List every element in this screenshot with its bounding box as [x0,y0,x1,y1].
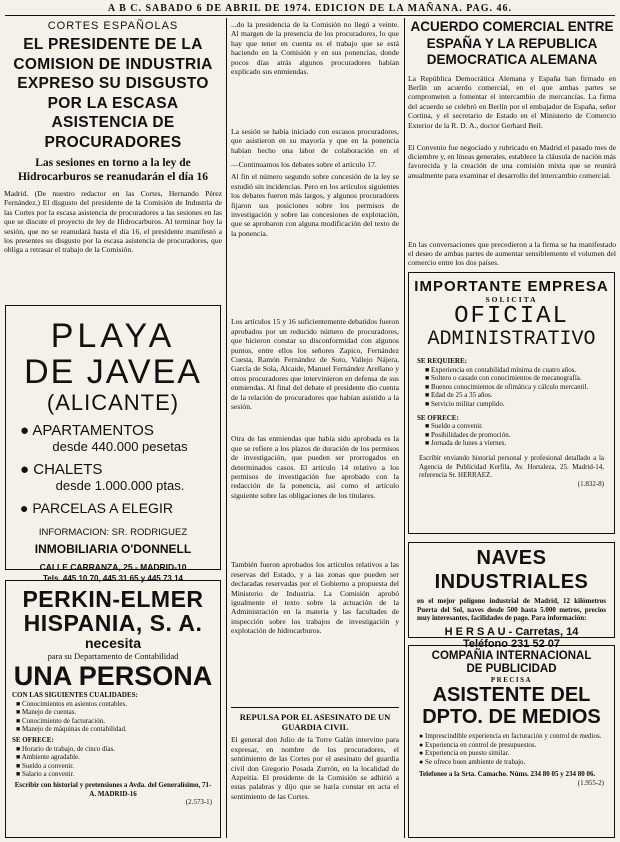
importante-contact: Escribir enviando historial personal y profesional detallado a la Agencia de Publicidad Kerfila, Av. Hortaleza, 25. Madrid-14, referencia Sr. HERRAEZ. [419,453,604,480]
javea-address: CALLE CARRANZA, 25 - MADRID-10 [39,562,187,572]
bullet-icon: ● [20,461,30,478]
perkin-dept: para su Departamento de Contabilidad [47,651,179,661]
importante-big-2: ADMINISTRATIVO [427,328,596,351]
naves-body: en el mejor polígono industrial de Madrid, 12 kilómetros Puerta del Sol, naves desde 500 hasta 5.000 metros, precios muy interesantes, facilidades de pago. Para información: [417,597,606,623]
cortes-article [4,20,222,270]
article-body: Madrid. (De nuestro redactor en las Cortes, Hernando Pérez Fernández.) El disgusto del presidente de la Comisión de Industria de las Cortes por la escasa asistencia de procuradores a las sesiones en las que se discute el proyecto de ley de Hidrocarburos. Al terminar hoy la sesión, que no se reanudará hasta el día 16, el presidente manifestó a los presentes su disgusto por la escasa asistencia de procuradores, que obliga a retrasar el trabajo de la Comisión. [4,189,222,255]
middle-subhead: REPULSA POR EL ASESINATO DE UN GUARDIA CIVIL [239,712,391,733]
compania-precisa: PRECISA [490,676,533,684]
javea-item-1-price: desde 440.000 pesetas [52,439,188,454]
article-subhead: Las sesiones en torno a la ley de Hidrocarburos se reanudarán el día 16 [17,157,209,183]
middle-column [231,20,399,820]
perkin-contact: Escribir con historial y pretensiones a Avda. del Generalísimo, 71-A. MADRID-16 [14,780,212,798]
naves-phone: Teléfono 231 52 07 [462,637,560,650]
perkin-cond: CON LAS SIGUIENTES CUALIDADES: [12,691,138,699]
javea-ad [5,305,221,583]
middle-body-2: La sesión se había iniciado con escasos procuradores, que asistieron en su mayoría y que en la ponencia habían hecho una labor de colaboración en el [231,127,399,155]
javea-item-2-price: desde 1.000.000 ptas. [55,478,185,493]
javea-title-1: PLAYA [50,317,176,355]
importante-o3: ■ Jornada de lunes a viernes. [425,439,604,448]
middle-body-8: El general don Julio de la Torre Galán intervino para expresar, en nombre de los procuradores, el sentimiento de las Cortes por el asesinato del guardia civil don Gregorio Posada Zurrón, en la localidad de Azpeitia. El presidente de la Comisión se adhirió a estas palabras y dijo que se haría constar en acta el sentimiento de las Cortes. [231,735,399,801]
compania-ad [408,645,615,838]
column-divider-1 [226,18,227,838]
javea-title-2: DE JAVEA [24,353,202,391]
importante-r4: ■ Edad de 25 a 35 años. [425,391,604,400]
javea-item-2: CHALETS [33,461,103,478]
perkin-elmer-ad [5,580,221,838]
compania-b2: ● Experiencia en control de presupuestos. [419,741,604,750]
perkin-ref: (2.573-1) [185,798,212,807]
perkin-o1: ■ Horario de trabajo, de cinco días. [16,745,220,754]
compania-title-2: DE PUBLICIDAD [466,663,557,675]
perkin-c1: ■ Conocimientos en asientos contables. [16,700,220,709]
importante-r3: ■ Buenos conocimientos de ofimática y cálculo mercantil. [425,383,604,392]
perkin-title-2: HISPANIA, S. A. [23,610,203,636]
compania-big-1: ASISTENTE DEL [432,684,591,706]
acuerdo-body-1: La República Democrática Alemana y España han firmado en Berlín un acuerdo comercial, en el que ambas partes se comprometen a fomentar el intercambio de mercancías. La firma del acuerdo se celebró en Berlín por el embajador de España, señor Cortina, y el secretario de Estado en el Ministerio de Comercio Exterior de la R. D. A., doctor Gerhard Beil. [408,73,616,130]
perkin-big: UNA PERSONA [13,661,213,691]
importante-r1: ■ Experiencia en contabilidad mínima de cuatro años. [425,366,604,375]
naves-ad [408,542,615,650]
middle-body-1: ...do la presidencia de la Comisión no llegó a veinte. Al margen de la presencia de los procuradores, lo que hay que tener en cuenta es el trabajo que se está haciendo en la Comisión y en sus ponencias, donde pocos días atrás algunos procuradores habían explicado sus enmiendas. [231,20,399,77]
middle-rule [231,707,399,708]
perkin-o3: ■ Sueldo a convenir. [16,762,220,771]
naves-title: NAVES INDUSTRIALES [434,547,589,593]
importante-r5: ■ Servicio militar cumplido. [425,400,604,409]
importante-o2: ■ Posibilidades de promoción. [425,431,604,440]
importante-ref: (1.832-8) [577,479,604,488]
perkin-c2: ■ Manejo de cuentas. [16,708,220,717]
perkin-c3: ■ Conocimiento de facturación. [16,717,220,726]
middle-body-4: Al fin el número segundo sobre concesión de la ley se estudió sin incidencias. Pero en los artículos siguientes los debates fueron más largos, y algunos procuradores fijaron sus posiciones sobre los permisos de investigación y sobre las concesiones de explotación, que se aprobaron con alguna modificación del texto de la ponencia. [231,172,399,238]
perkin-o4: ■ Salario a convenir. [16,770,220,779]
javea-phones: Tels. 445 10 70, 445 31 65 y 445 73 14 [43,574,183,583]
compania-b3: ● Experiencia en puesto similar. [419,749,604,758]
naves-company: H E R S A U - Carretas, 14 [444,625,579,638]
compania-ref: (1.955-2) [577,778,604,787]
middle-body-6: Otra de las enmiendas que había sido aprobada es la que se refiere a los plazos de duración de los permisos de investigación, que pueden ser prorrogados en determinados casos. El artículo 14 relativo a los permisos de investigación fue aprobado con la redacción de la ponencia, así como el artículo siguiente sobre las obligaciones de los titulares. [231,434,399,500]
middle-body-3: —Continuamos los debates sobre el artículo 17. [231,160,377,169]
importante-big-1: OFICIAL [454,303,569,330]
page-header: A B C. SABADO 6 DE ABRIL DE 1974. EDICION DE LA MAÑANA. PAG. 46. [107,3,513,14]
javea-title-3: (ALICANTE) [46,390,180,415]
acuerdo-article [408,19,616,278]
importante-ofrece: SE OFRECE: [417,413,459,422]
perkin-o2: ■ Ambiente agradable. [16,753,220,762]
javea-info: INFORMACION: SR. RODRIGUEZ [38,527,188,538]
middle-body-7: También fueron aprobados los artículos relativos a las reservas del Estado, y a las zonas que pueden ser declaradas reservadas por el Gobierno a propuesta del Ministerio de Industria. La Comisión aprobó igualmente el texto sobre la actuación de la Administración en la materia y las facultades de inspección sobre los trabajos de investigación y explotación de hidrocarburos. [231,560,399,636]
middle-body-5: Los artículos 15 y 16 suficientemente debatidos fueron aprobados por un reducido número de procuradores, que hicieron constar su disconformidad con algunos puntos, entre ellos los señores Zapico, Fernández Cuesta, Ramón Fernández de Soto, Vallejo Nájera, García de Sola, Alcaide, Manuel Fernández Arellano y otros procuradores que intervinieron en defensa de sus enmiendas. Al final del debate el presidente dio cuenta de la relación de procuradores que habían asistido a la sesión. [231,317,399,412]
compania-contact: Telefonee a la Srta. Camacho. Núms. 234 80 05 y 234 80 06. [419,770,596,779]
column-divider-2 [404,18,405,838]
perkin-necesita: necesita [84,635,142,651]
importante-title: IMPORTANTE EMPRESA [414,278,609,295]
importante-r2: ■ Soltero o casado con conocimientos de mecanografía. [425,374,604,383]
header-rule [5,15,615,16]
importante-empresa-ad [408,272,615,534]
bullet-icon: ● [20,422,30,439]
acuerdo-body-3: En las conversaciones que precedieron a la firma se ha manifestado el deseo de ambas partes de aumentar sensiblemente el volumen del comercio entre los dos países. [408,239,616,268]
article-headline: EL PRESIDENTE DE LA COMISION DE INDUSTRIA EXPRESO SU DISGUSTO POR LA ESCASA ASISTENCIA DE PROCURADORES [13,36,213,151]
importante-requiere: SE REQUIERE: [417,357,467,365]
article-kicker: CORTES ESPAÑOLAS [47,20,179,32]
compania-title-1: COMPAÑIA INTERNACIONAL [431,650,592,662]
compania-b4: ● Se ofrece buen ambiente de trabajo. [419,758,604,767]
acuerdo-title: ACUERDO COMERCIAL ENTRE ESPAÑA Y LA REPUBLICA DEMOCRATICA ALEMANA [410,19,614,67]
importante-solicita: SOLICITA [485,295,538,304]
acuerdo-body-2: El Convenio fue negociado y rubricado en Madrid el pasado mes de diciembre y, en líneas generales, establece la cláusula de nación más favorecida y la creación de una comisión mixta que se reunirá anualmente para examinar el desarrollo del intercambio comercial. [408,142,616,180]
javea-item-3: PARCELAS A ELEGIR [32,500,173,516]
javea-item-1: APARTAMENTOS [32,422,154,439]
importante-o1: ■ Sueldo a convenir. [425,422,604,431]
perkin-c4: ■ Manejo de máquinas de contabilidad. [16,725,220,734]
javea-agency: INMOBILIARIA O'DONNELL [34,542,192,556]
compania-b1: ● Imprescindible experiencia en facturación y control de medios. [419,732,604,741]
perkin-ofrece: SE OFRECE: [12,735,54,744]
bullet-icon: ● [20,500,29,516]
perkin-title-1: PERKIN-ELMER [22,586,204,612]
compania-big-2: DPTO. DE MEDIOS [422,706,601,728]
